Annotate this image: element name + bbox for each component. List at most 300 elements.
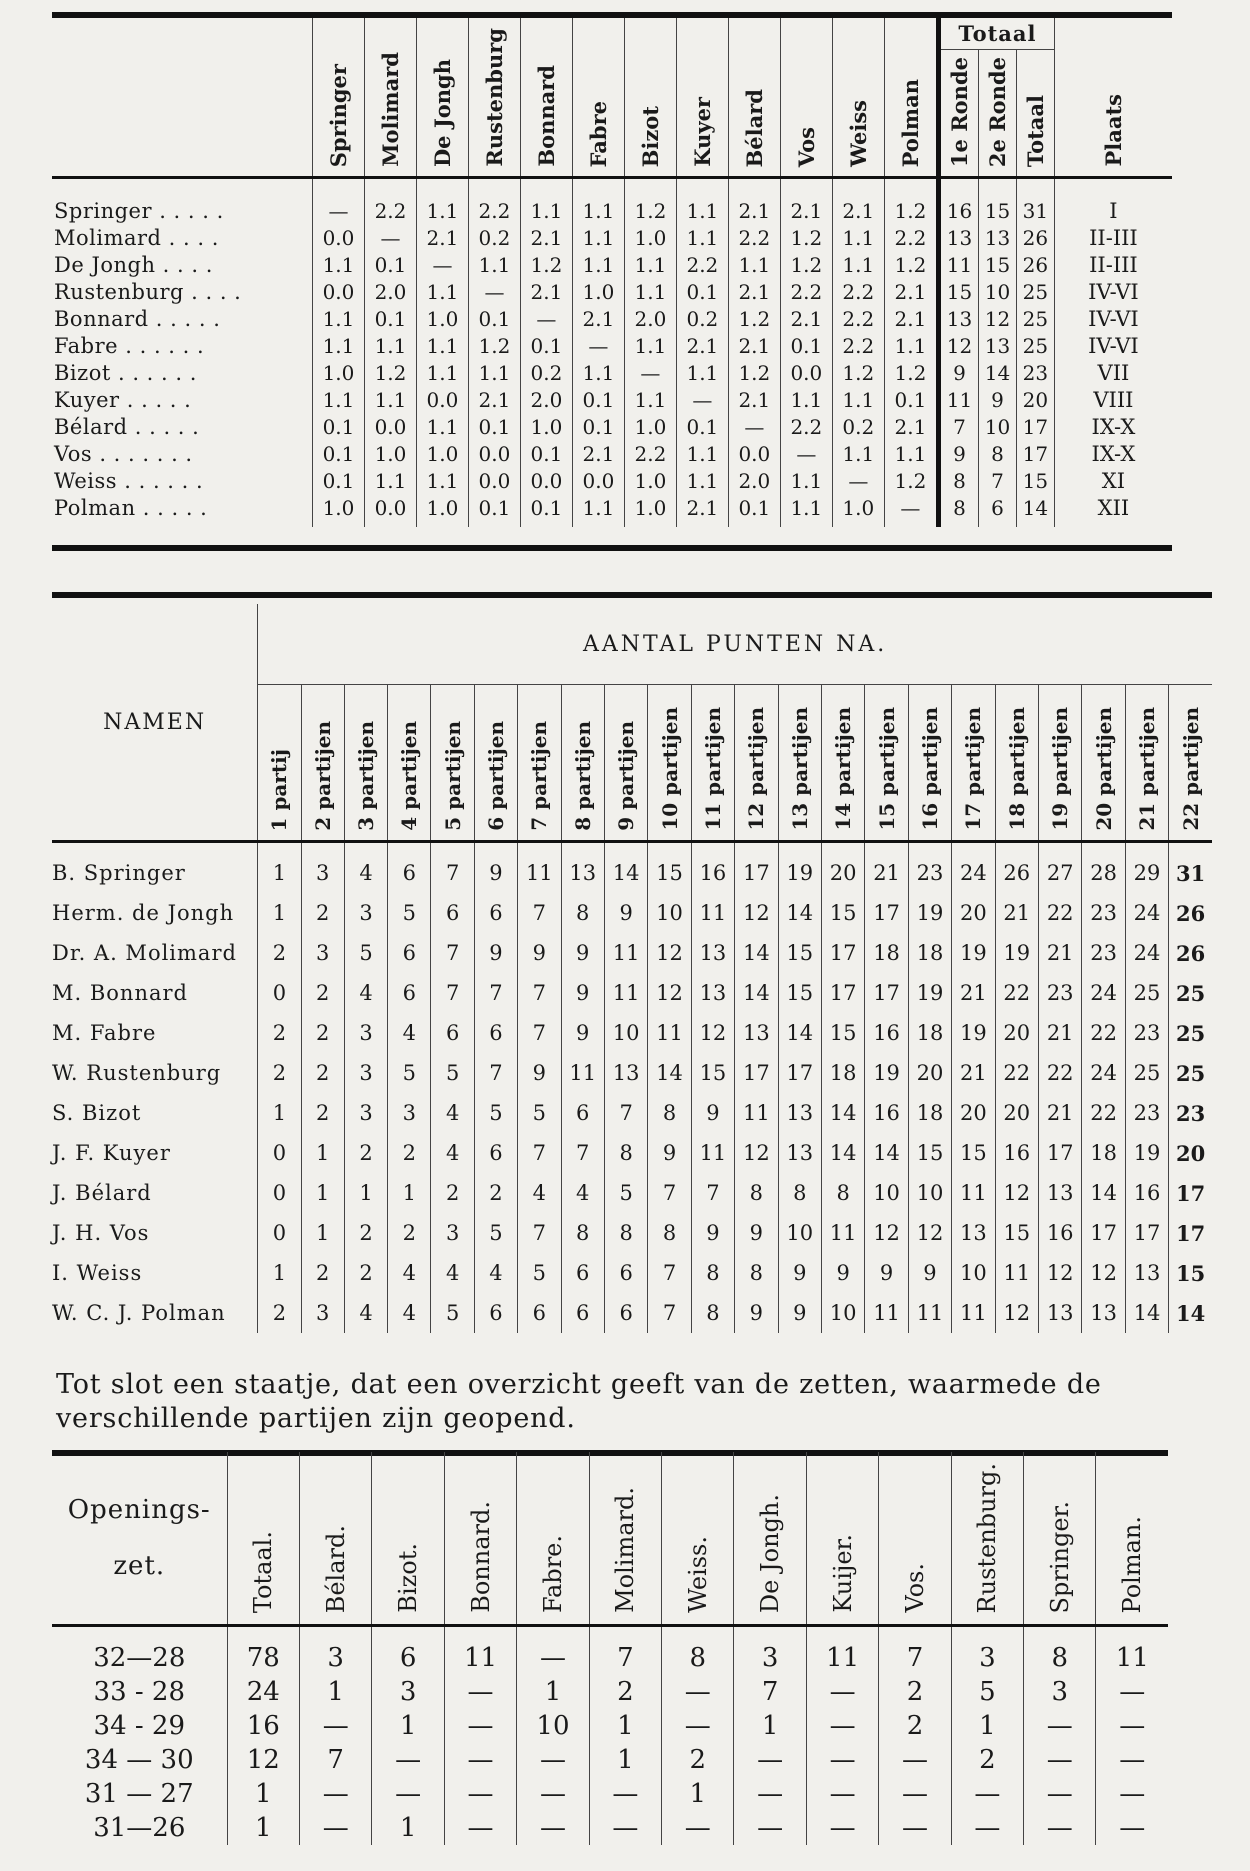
player-name: Polman . . . . . (54, 495, 208, 520)
result-cell: 2.1 (728, 332, 780, 359)
result-cell: 1.2 (728, 305, 780, 332)
opening-moves-table (52, 1452, 1168, 1845)
result-cell: 2.1 (832, 178, 884, 225)
result-cell: 0.1 (468, 494, 520, 527)
crosstable-col-label: Rustenburg (481, 28, 507, 167)
points-cell: 12 (1038, 1253, 1081, 1293)
result-cell: 2.1 (780, 178, 832, 225)
points-cell: 18 (1082, 1133, 1125, 1173)
opening-count: 11 (1096, 1626, 1168, 1676)
result-cell: 1.1 (676, 224, 728, 251)
crosstable-col-label: Springer (325, 63, 351, 167)
points-cell: 9 (604, 893, 647, 933)
opening-count: — (806, 1709, 878, 1743)
points-cell: 24 (1125, 893, 1168, 933)
points-cell: 2 (258, 1013, 301, 1053)
result-cell: 0.1 (520, 332, 572, 359)
result-cell: — (832, 467, 884, 494)
crosstable-col-header (676, 18, 728, 178)
result-cell: 2.0 (520, 386, 572, 413)
games-col-label: 22 partijen (1178, 707, 1203, 831)
games-col-label: 1 partij (267, 748, 292, 831)
points-title: AANTAL PUNTEN NA. (258, 604, 1212, 685)
points-cell: 17 (1125, 1213, 1168, 1253)
points-cell: 14 (1169, 1293, 1212, 1333)
points-cell: 4 (388, 1013, 431, 1053)
plaats-cell: IV-VI (1054, 332, 1172, 359)
opening-count: — (444, 1709, 516, 1743)
result-cell: 1.1 (884, 440, 938, 467)
result-cell: 1.1 (624, 278, 676, 305)
round2-score: 7 (979, 467, 1017, 494)
opening-count: — (806, 1675, 878, 1709)
result-cell: 2.1 (520, 278, 572, 305)
points-cell: 7 (518, 893, 561, 933)
opening-move: 34 - 29 (93, 1711, 186, 1741)
points-cell: 11 (691, 1133, 734, 1173)
opening-count: 7 (300, 1743, 372, 1777)
opening-col-header (444, 1452, 516, 1626)
result-cell: 1.2 (468, 332, 520, 359)
opening-count: — (734, 1743, 806, 1777)
points-row (52, 1173, 1212, 1213)
result-cell: 2.1 (884, 413, 938, 440)
points-cell: 12 (735, 893, 778, 933)
games-col-header (518, 685, 561, 842)
games-col-header (648, 685, 691, 842)
points-cell: 17 (1038, 1133, 1081, 1173)
points-cell: 8 (561, 893, 604, 933)
points-cell: 1 (258, 1093, 301, 1133)
points-row (52, 1093, 1212, 1133)
opening-move: 32—28 (93, 1643, 186, 1673)
crosstable-row (52, 332, 1172, 359)
result-cell: 1.1 (416, 178, 468, 225)
opening-row (52, 1709, 1168, 1743)
result-cell: 0.1 (468, 413, 520, 440)
result-cell: 0.0 (520, 467, 572, 494)
points-cell: 6 (388, 933, 431, 973)
player-full-name: J. F. Kuyer (52, 1141, 171, 1165)
result-cell: 1.1 (416, 278, 468, 305)
opening-count: — (662, 1709, 734, 1743)
points-cell: 8 (648, 1213, 691, 1253)
opening-count: 1 (951, 1709, 1023, 1743)
points-cell: 22 (1082, 1093, 1125, 1133)
round1-score: 9 (938, 440, 978, 467)
games-col-header (735, 685, 778, 842)
crosstable-row (52, 440, 1172, 467)
points-cell: 14 (1125, 1293, 1168, 1333)
points-cell: 23 (1082, 893, 1125, 933)
points-cell: 13 (604, 1053, 647, 1093)
result-cell: 0.0 (364, 413, 416, 440)
result-cell: 1.1 (364, 332, 416, 359)
player-name: Springer . . . . . (54, 198, 224, 223)
points-cell: 2 (301, 1013, 344, 1053)
points-cell: 15 (908, 1133, 951, 1173)
result-cell: 2.1 (572, 305, 624, 332)
points-cell: 11 (865, 1293, 908, 1333)
player-name: Weiss . . . . . . (54, 468, 204, 493)
points-cell: 6 (431, 1013, 474, 1053)
points-cell: 10 (604, 1013, 647, 1053)
crosstable-row (52, 359, 1172, 386)
opening-count: 2 (879, 1709, 951, 1743)
round2-score: 12 (979, 305, 1017, 332)
points-cell: 9 (474, 842, 517, 894)
result-cell: 1.1 (364, 467, 416, 494)
points-cell: 4 (518, 1173, 561, 1213)
result-cell: 0.1 (364, 305, 416, 332)
points-cell: 3 (301, 842, 344, 894)
plaats-cell: II-III (1054, 224, 1172, 251)
total-score: 25 (1016, 332, 1054, 359)
result-cell: — (884, 494, 938, 527)
points-cell: 4 (431, 1253, 474, 1293)
points-cell: 13 (691, 933, 734, 973)
points-cell: 17 (735, 1053, 778, 1093)
opening-count: 7 (589, 1626, 661, 1676)
result-cell: 2.0 (624, 305, 676, 332)
points-cell: 9 (691, 1093, 734, 1133)
points-cell: 14 (735, 933, 778, 973)
opening-col-label: Polman. (1118, 1515, 1147, 1613)
player-full-name: J. H. Vos (52, 1221, 150, 1245)
points-cell: 19 (778, 842, 821, 894)
player-full-name: M. Bonnard (52, 981, 188, 1005)
points-cell: 4 (344, 842, 387, 894)
opening-col-header (879, 1452, 951, 1626)
crosstable-col-header (364, 18, 416, 178)
result-cell: 0.0 (468, 467, 520, 494)
openingszet-header (52, 1452, 227, 1626)
opening-count: — (662, 1811, 734, 1845)
result-cell: 1.0 (624, 413, 676, 440)
points-cell: 4 (474, 1253, 517, 1293)
crosstable-col-header (780, 18, 832, 178)
points-cell: 16 (691, 842, 734, 894)
points-cell: 4 (344, 1293, 387, 1333)
result-cell: 2.2 (832, 305, 884, 332)
points-cell: 18 (865, 933, 908, 973)
plaats-cell: II-III (1054, 251, 1172, 278)
opening-move: 33 - 28 (93, 1677, 186, 1707)
points-cell: 7 (431, 973, 474, 1013)
games-col-header (778, 685, 821, 842)
points-cell: 22 (1038, 893, 1081, 933)
opening-row (52, 1743, 1168, 1777)
points-row (52, 1293, 1212, 1333)
crosstable-col-label: Bélard (741, 88, 767, 167)
points-cell: 0 (258, 973, 301, 1013)
round2-score: 15 (979, 178, 1017, 225)
result-cell: 1.2 (624, 178, 676, 225)
games-col-header (388, 685, 431, 842)
points-cell: 24 (952, 842, 995, 894)
crosstable-col-label: Bonnard (533, 65, 559, 167)
points-cell: 11 (735, 1093, 778, 1133)
points-cell: 11 (821, 1213, 864, 1253)
games-col-header (474, 685, 517, 842)
points-cell: 3 (344, 1013, 387, 1053)
points-row (52, 1213, 1212, 1253)
games-col-label: 20 partijen (1091, 707, 1116, 831)
points-cell: 22 (995, 973, 1038, 1013)
games-col-header (908, 685, 951, 842)
result-cell: 0.2 (468, 224, 520, 251)
total-score: 25 (1016, 278, 1054, 305)
points-cell: 21 (995, 893, 1038, 933)
result-cell: 1.0 (624, 224, 676, 251)
result-cell: 1.0 (624, 494, 676, 527)
points-cell: 15 (1169, 1253, 1212, 1293)
opening-col-label: Bizot. (394, 1543, 423, 1613)
table1-bottom-rule (52, 545, 1172, 551)
result-cell: 2.1 (728, 386, 780, 413)
points-cell: 22 (1038, 1053, 1081, 1093)
player-full-name: S. Bizot (52, 1101, 142, 1125)
result-cell: 1.0 (832, 494, 884, 527)
total-score: 23 (1016, 359, 1054, 386)
points-cell: 5 (431, 1293, 474, 1333)
opening-count: — (1024, 1777, 1096, 1811)
points-cell: 17 (1169, 1213, 1212, 1253)
totaal-header: Totaal (938, 18, 1054, 49)
points-cell: 1 (301, 1133, 344, 1173)
points-cell: 6 (561, 1293, 604, 1333)
result-cell: 2.1 (520, 224, 572, 251)
points-cell: 8 (778, 1173, 821, 1213)
points-cell: 11 (908, 1293, 951, 1333)
total-score: 26 (1016, 251, 1054, 278)
player-full-name: W. Rustenburg (52, 1061, 222, 1085)
points-cell: 1 (258, 1253, 301, 1293)
result-cell: 0.1 (313, 467, 365, 494)
points-row (52, 1053, 1212, 1093)
result-cell: 1.2 (364, 359, 416, 386)
result-cell: 1.2 (884, 251, 938, 278)
round2-score: 13 (979, 332, 1017, 359)
games-col-label: 7 partijen (527, 721, 552, 831)
result-cell: 1.0 (364, 440, 416, 467)
opening-col-header (951, 1452, 1023, 1626)
opening-count: — (517, 1743, 589, 1777)
opening-count: — (300, 1811, 372, 1845)
result-cell: 0.1 (572, 413, 624, 440)
round1-score: 11 (938, 386, 978, 413)
points-cell: 7 (474, 973, 517, 1013)
opening-count: — (444, 1743, 516, 1777)
points-cell: 6 (604, 1293, 647, 1333)
result-cell: 1.1 (313, 332, 365, 359)
round2-score: 13 (979, 224, 1017, 251)
result-cell: 1.1 (313, 305, 365, 332)
points-cell: 8 (648, 1093, 691, 1133)
crosstable-row (52, 467, 1172, 494)
points-cell: 3 (344, 1053, 387, 1093)
result-cell: 1.0 (572, 278, 624, 305)
points-cell: 1 (344, 1173, 387, 1213)
result-cell: 1.1 (832, 386, 884, 413)
player-name: De Jongh . . . . (54, 252, 213, 277)
points-cell: 13 (1038, 1293, 1081, 1333)
points-progress-table (52, 604, 1212, 1333)
opening-count: 16 (227, 1709, 299, 1743)
opening-count: — (517, 1626, 589, 1676)
points-cell: 6 (388, 842, 431, 894)
opening-count: — (589, 1811, 661, 1845)
points-cell: 9 (648, 1133, 691, 1173)
total-col-header (1016, 49, 1054, 177)
round1-score: 12 (938, 332, 978, 359)
points-cell: 5 (474, 1093, 517, 1133)
points-cell: 0 (258, 1173, 301, 1213)
games-col-label: 15 partijen (874, 707, 899, 831)
crosstable-col-label: Fabre (585, 100, 611, 167)
crosstable-col-label: Weiss (845, 100, 871, 167)
crosstable-row (52, 413, 1172, 440)
opening-row (52, 1675, 1168, 1709)
round1-score: 8 (938, 494, 978, 527)
points-cell: 17 (865, 973, 908, 1013)
points-cell: 5 (431, 1053, 474, 1093)
opening-count: — (951, 1777, 1023, 1811)
opening-col-header (662, 1452, 734, 1626)
crosstable-row (52, 305, 1172, 332)
points-row (52, 1253, 1212, 1293)
points-cell: 24 (1082, 1053, 1125, 1093)
points-cell: 20 (952, 1093, 995, 1133)
points-cell: 21 (952, 973, 995, 1013)
opening-col-header (517, 1452, 589, 1626)
result-cell: — (624, 359, 676, 386)
opening-col-label: Rustenburg. (973, 1462, 1002, 1613)
opening-row (52, 1626, 1168, 1676)
points-cell: 23 (1082, 933, 1125, 973)
total-score: 25 (1016, 305, 1054, 332)
opening-count: 10 (517, 1709, 589, 1743)
result-cell: 1.1 (416, 467, 468, 494)
points-cell: 2 (431, 1173, 474, 1213)
result-cell: 0.2 (676, 305, 728, 332)
points-cell: 9 (778, 1253, 821, 1293)
opening-count: 2 (662, 1743, 734, 1777)
result-cell: 0.1 (520, 494, 572, 527)
opening-move: 31 — 27 (84, 1779, 194, 1809)
points-cell: 23 (1169, 1093, 1212, 1133)
points-cell: 23 (1038, 973, 1081, 1013)
result-cell: — (416, 251, 468, 278)
points-cell: 26 (995, 842, 1038, 894)
points-cell: 14 (821, 1133, 864, 1173)
points-cell: 8 (735, 1253, 778, 1293)
points-cell: 7 (648, 1253, 691, 1293)
opening-col-label: Totaal. (249, 1530, 278, 1613)
result-cell: 1.1 (520, 178, 572, 225)
crosstable-col-label: Kuyer (689, 97, 715, 167)
opening-count: — (444, 1675, 516, 1709)
points-cell: 13 (1125, 1253, 1168, 1293)
games-col-label: 8 partijen (570, 721, 595, 831)
opening-count: 7 (734, 1675, 806, 1709)
result-cell: 1.1 (416, 413, 468, 440)
points-cell: 13 (561, 842, 604, 894)
points-cell: 6 (561, 1093, 604, 1133)
result-cell: 0.1 (468, 305, 520, 332)
points-cell: 13 (778, 1093, 821, 1133)
points-cell: 9 (821, 1253, 864, 1293)
points-cell: 1 (301, 1173, 344, 1213)
result-cell: 2.2 (728, 224, 780, 251)
opening-count: 5 (951, 1675, 1023, 1709)
opening-row (52, 1811, 1168, 1845)
result-cell: 1.0 (520, 413, 572, 440)
opening-count: — (517, 1811, 589, 1845)
points-cell: 6 (518, 1293, 561, 1333)
points-cell: 9 (474, 933, 517, 973)
games-col-header (952, 685, 995, 842)
points-cell: 8 (561, 1213, 604, 1253)
opening-count: — (1096, 1777, 1168, 1811)
result-cell: 1.0 (313, 494, 365, 527)
points-cell: 14 (648, 1053, 691, 1093)
points-cell: 7 (518, 973, 561, 1013)
points-cell: 4 (388, 1253, 431, 1293)
points-cell: 19 (952, 1013, 995, 1053)
points-cell: 15 (691, 1053, 734, 1093)
result-cell: 1.1 (364, 386, 416, 413)
points-cell: 2 (474, 1173, 517, 1213)
points-cell: 18 (908, 1093, 951, 1133)
points-cell: 12 (865, 1213, 908, 1253)
games-col-header (995, 685, 1038, 842)
plaats-cell: VII (1054, 359, 1172, 386)
games-col-label: 10 partijen (657, 707, 682, 831)
crosstable-col-label: Vos (793, 126, 819, 167)
opening-col-header (734, 1452, 806, 1626)
opening-move: 34 — 30 (84, 1745, 194, 1775)
crosstable-row (52, 386, 1172, 413)
points-cell: 9 (518, 933, 561, 973)
round1-score: 9 (938, 359, 978, 386)
result-cell: 0.1 (313, 413, 365, 440)
crosstable (52, 18, 1172, 527)
points-cell: 9 (561, 933, 604, 973)
result-cell: 1.1 (572, 224, 624, 251)
points-cell: 9 (778, 1293, 821, 1333)
result-cell: 1.0 (416, 494, 468, 527)
games-col-label: 13 partijen (787, 707, 812, 831)
games-col-label: 11 partijen (700, 707, 725, 831)
opening-count: 3 (951, 1626, 1023, 1676)
points-cell: 29 (1125, 842, 1168, 894)
result-cell: 1.2 (520, 251, 572, 278)
opening-count: 1 (662, 1777, 734, 1811)
points-cell: 12 (995, 1293, 1038, 1333)
points-cell: 9 (561, 1013, 604, 1053)
result-cell: 0.0 (468, 440, 520, 467)
result-cell: — (364, 224, 416, 251)
result-cell: 0.2 (520, 359, 572, 386)
result-cell: 1.1 (832, 224, 884, 251)
result-cell: 1.0 (416, 440, 468, 467)
round2-score: 15 (979, 251, 1017, 278)
result-cell: 1.1 (780, 467, 832, 494)
games-col-label: 5 partijen (440, 721, 465, 831)
points-cell: 19 (865, 1053, 908, 1093)
points-cell: 5 (344, 933, 387, 973)
